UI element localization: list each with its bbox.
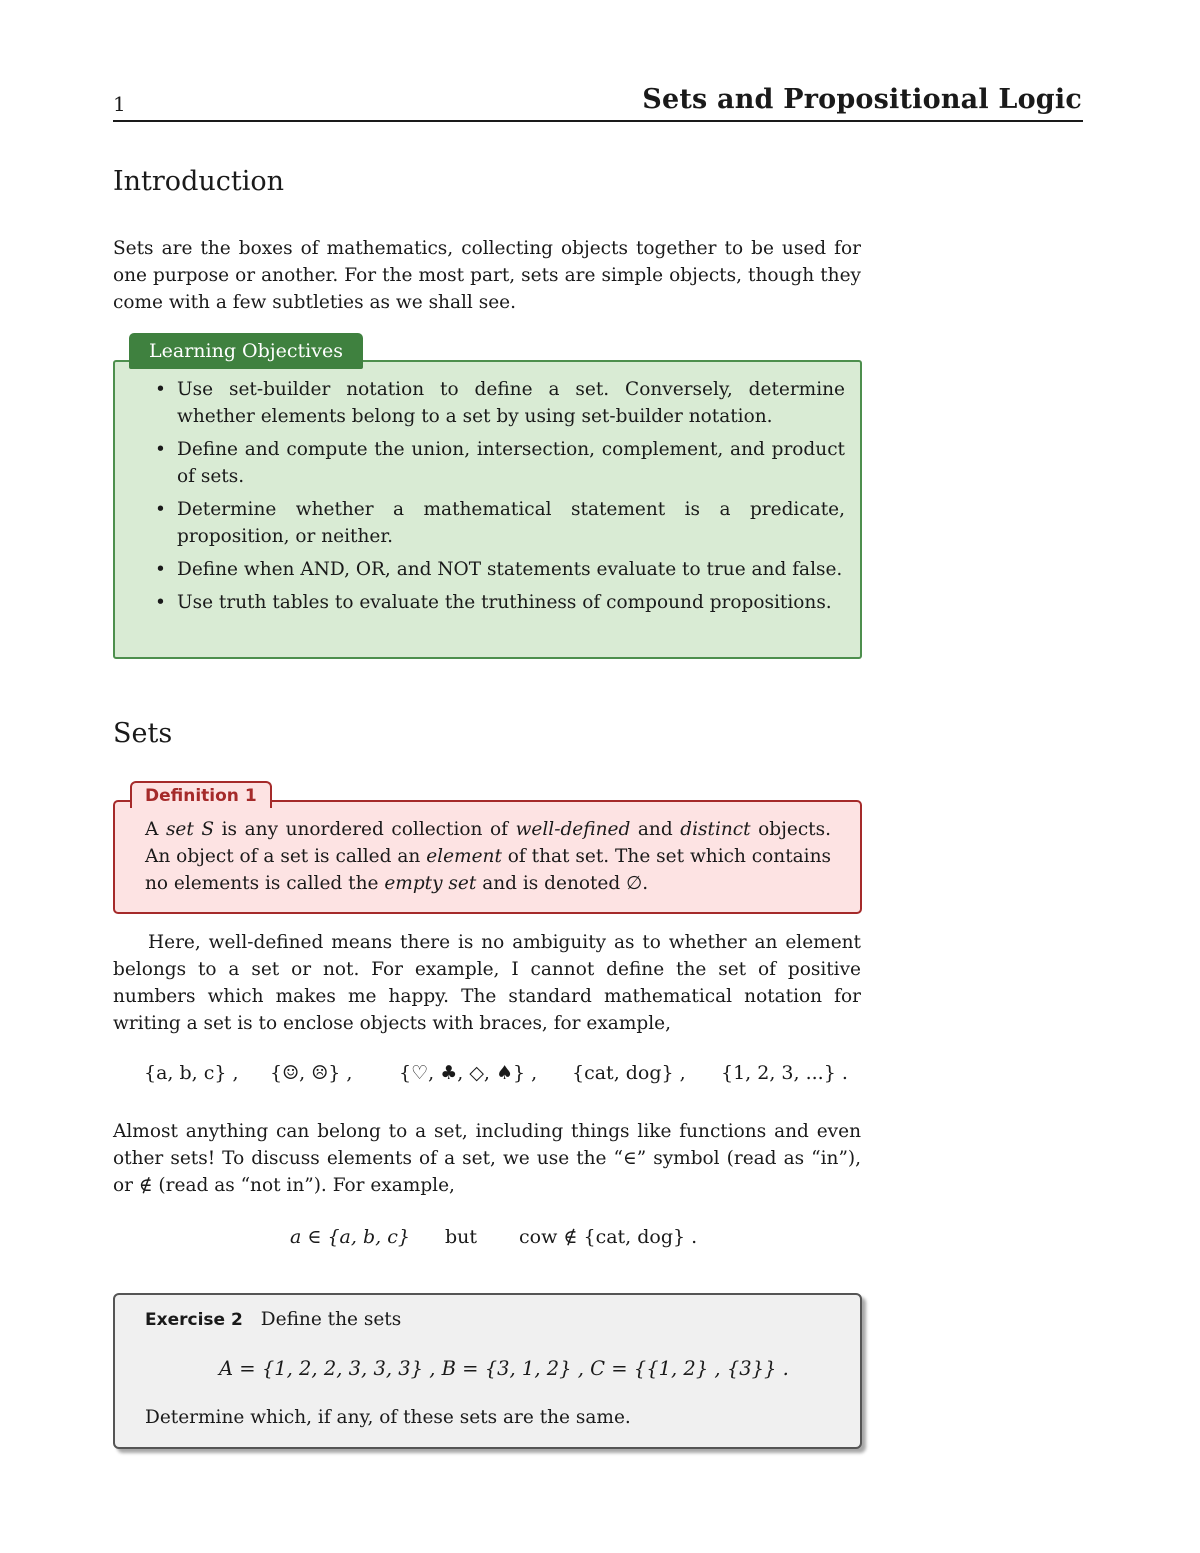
term-well-defined: well-defined [515, 819, 631, 840]
set-examples-row [0, 1062, 1200, 1092]
exercise-box [113, 1293, 862, 1449]
definition-text: A set S is any unordered collection of well-defined and distinct objects. An object of a set is called an element of that set. The set which contains no elements is called the empty set and is denoted ∅. [145, 819, 831, 894]
exercise-sets-definition: A = {1, 2, 2, 3, 3, 3} , B = {3, 1, 2} , C = {{1, 2} , {3}} . [219, 1357, 789, 1380]
bullet-icon: • [155, 592, 166, 613]
bullet-icon: • [155, 379, 166, 400]
well-defined-paragraph: Here, well-defined means there is no ambiguity as to whether an element belongs to a set or not. For example, I cannot define the set of positive numbers which makes me happy. The standard mathematical notation for writing a set is to enclose objects with braces, for example, [113, 932, 861, 1034]
set-example: {♡, ♣, ◇, ♠} , [399, 1062, 538, 1084]
term-distinct: distinct [680, 819, 751, 840]
exercise-label: Exercise 2 [145, 1310, 243, 1330]
membership-example-left: a ∈ {a, b, c} [290, 1226, 410, 1248]
membership-example-right: cow ∉ {cat, dog} . [519, 1226, 698, 1248]
objective-item: • Determine whether a mathematical statement is a predicate, proposition, or neither. [177, 496, 845, 550]
bullet-icon: • [155, 499, 166, 520]
term-element: element [426, 846, 502, 867]
objective-item: • Define when AND, OR, and NOT statements evaluate to true and false. [177, 556, 845, 583]
term-set: set S [165, 819, 215, 840]
set-example: {cat, dog} , [572, 1062, 686, 1084]
introduction-heading: Introduction [113, 166, 284, 197]
learning-objectives-title: Learning Objectives [129, 333, 363, 369]
exercise-question: Determine which, if any, of these sets are the same. [145, 1407, 631, 1428]
set-example: {☺, ☹} , [270, 1062, 353, 1084]
objective-item: • Use set-builder notation to define a set. Conversely, determine whether elements belong to a set by using set-builder notation. [177, 376, 845, 430]
introduction-paragraph: Sets are the boxes of mathematics, collecting objects together to be used for one purpose or another. For the most part, sets are simple objects, though they come with a few subtleties as we shall see. [113, 238, 861, 313]
chapter-title: Sets and Propositional Logic [642, 84, 1082, 115]
learning-objectives-list [155, 376, 845, 622]
header-rule [113, 120, 1083, 122]
learning-objectives-box [113, 360, 862, 659]
objective-item: • Define and compute the union, intersection, complement, and product of sets. [177, 436, 845, 490]
membership-paragraph: Almost anything can belong to a set, including things like functions and even other sets! To discuss elements of a set, we use the “∈” symbol (read as “in”), or ∉ (read as “not in”). For example, [113, 1121, 861, 1196]
definition-box [113, 800, 862, 914]
bullet-icon: • [155, 559, 166, 580]
bullet-icon: • [155, 439, 166, 460]
objective-item: • Use truth tables to evaluate the truthiness of compound propositions. [177, 589, 845, 616]
set-example: {1, 2, 3, ...} . [721, 1062, 848, 1084]
set-example: {a, b, c} , [144, 1062, 239, 1084]
page-number: 1 [113, 92, 126, 116]
sets-heading: Sets [113, 718, 173, 749]
term-empty-set: empty set [384, 873, 477, 894]
definition-label: Definition 1 [130, 781, 272, 808]
exercise-header [145, 1309, 401, 1330]
membership-example-row [0, 1226, 1200, 1256]
membership-example-connector: but [445, 1226, 478, 1248]
exercise-intro: Define the sets [260, 1309, 402, 1330]
